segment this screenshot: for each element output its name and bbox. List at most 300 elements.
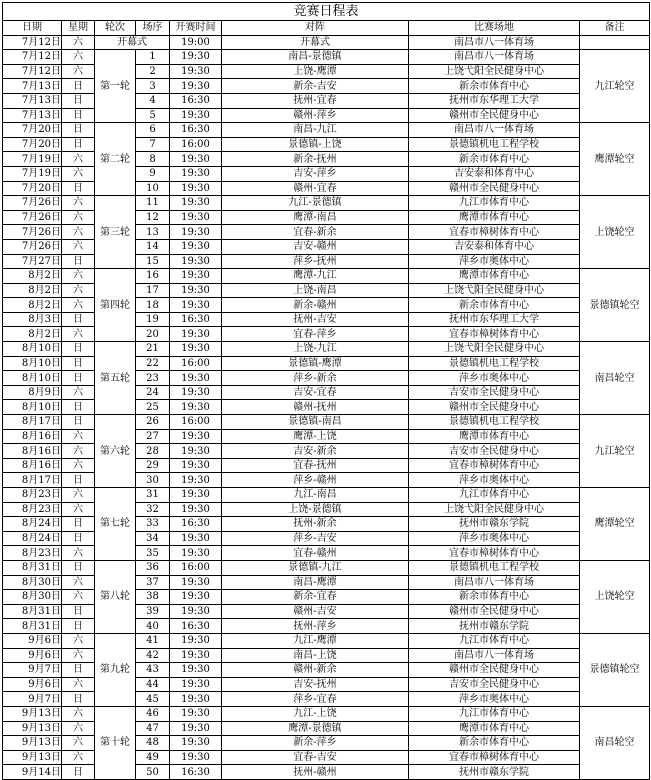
match-time: 19:30 <box>170 166 222 181</box>
match-time: 19:30 <box>170 648 222 663</box>
match-time: 16:30 <box>170 517 222 532</box>
match-venue: 上饶弋阳全民健身中心 <box>409 283 580 298</box>
match-date: 8月10日 <box>3 356 62 371</box>
match-date: 8月10日 <box>3 400 62 415</box>
match-date: 7月13日 <box>3 108 62 123</box>
match-venue: 吉安市全民健身中心 <box>409 444 580 459</box>
table-row <box>3 706 650 721</box>
match-venue: 南昌市八一体育场 <box>409 575 580 590</box>
match-venue: 赣州市全民健身中心 <box>409 181 580 196</box>
match-date: 7月27日 <box>3 254 62 269</box>
match-matchup: 鹰潭-景德镇 <box>222 721 409 736</box>
round-bye-note: 鹰潭轮空 <box>580 488 650 561</box>
match-weekday: 六 <box>62 210 95 225</box>
opening-matchup: 开幕式 <box>222 35 409 50</box>
match-time: 19:30 <box>170 342 222 357</box>
match-date: 8月2日 <box>3 269 62 284</box>
match-weekday: 六 <box>62 166 95 181</box>
match-number: 1 <box>136 50 170 65</box>
match-venue: 景德镇机电工程学校 <box>409 356 580 371</box>
match-matchup: 抚州-萍乡 <box>222 619 409 634</box>
match-matchup: 九江-鹰潭 <box>222 633 409 648</box>
match-weekday: 日 <box>62 619 95 634</box>
match-matchup: 萍乡-抚州 <box>222 254 409 269</box>
match-number: 46 <box>136 706 170 721</box>
header-round: 轮次 <box>95 21 136 36</box>
match-number: 45 <box>136 692 170 707</box>
match-time: 16:30 <box>170 765 222 780</box>
match-number: 48 <box>136 736 170 751</box>
match-weekday: 日 <box>62 531 95 546</box>
match-time: 19:30 <box>170 239 222 254</box>
match-venue: 吉安市全民健身中心 <box>409 385 580 400</box>
match-date: 7月19日 <box>3 166 62 181</box>
match-date: 7月13日 <box>3 79 62 94</box>
header-notes: 备注 <box>580 21 650 36</box>
match-venue: 赣州市全民健身中心 <box>409 663 580 678</box>
match-number: 21 <box>136 342 170 357</box>
match-matchup: 南昌-景德镇 <box>222 50 409 65</box>
match-weekday: 日 <box>62 473 95 488</box>
match-venue: 宜春市樟树体育中心 <box>409 546 580 561</box>
match-time: 19:30 <box>170 663 222 678</box>
round-bye-note: 九江轮空 <box>580 415 650 488</box>
match-number: 11 <box>136 196 170 211</box>
match-number: 9 <box>136 166 170 181</box>
match-weekday: 日 <box>62 181 95 196</box>
header-date: 日期 <box>3 21 62 36</box>
match-time: 16:00 <box>170 137 222 152</box>
match-weekday: 日 <box>62 400 95 415</box>
match-date: 9月13日 <box>3 736 62 751</box>
match-weekday: 六 <box>62 239 95 254</box>
match-venue: 鹰潭市体育中心 <box>409 210 580 225</box>
header-row <box>3 21 650 36</box>
match-date: 8月23日 <box>3 546 62 561</box>
match-date: 8月31日 <box>3 604 62 619</box>
match-matchup: 九江-景德镇 <box>222 196 409 211</box>
match-venue: 赣州市全民健身中心 <box>409 604 580 619</box>
match-number: 40 <box>136 619 170 634</box>
round-label: 第四轮 <box>95 269 136 342</box>
match-weekday: 日 <box>62 108 95 123</box>
match-matchup: 新余-赣州 <box>222 298 409 313</box>
match-venue: 萍乡市奥体中心 <box>409 371 580 386</box>
match-date: 8月31日 <box>3 560 62 575</box>
match-date: 8月30日 <box>3 590 62 605</box>
match-matchup: 景德镇-九江 <box>222 560 409 575</box>
match-time: 16:30 <box>170 123 222 138</box>
match-venue: 萍乡市奥体中心 <box>409 473 580 488</box>
opening-weekday: 六 <box>62 35 95 50</box>
round-bye-note: 上饶轮空 <box>580 560 650 633</box>
match-time: 19:30 <box>170 546 222 561</box>
match-venue: 抚州市赣东学院 <box>409 517 580 532</box>
table-row <box>3 415 650 430</box>
match-time: 19:30 <box>170 677 222 692</box>
match-number: 12 <box>136 210 170 225</box>
match-date: 8月3日 <box>3 312 62 327</box>
match-venue: 上饶弋阳全民健身中心 <box>409 502 580 517</box>
match-venue: 九江市体育中心 <box>409 196 580 211</box>
match-number: 22 <box>136 356 170 371</box>
match-number: 41 <box>136 633 170 648</box>
table-row <box>3 50 650 65</box>
match-weekday: 六 <box>62 575 95 590</box>
match-weekday: 六 <box>62 458 95 473</box>
match-weekday: 六 <box>62 298 95 313</box>
match-time: 19:30 <box>170 488 222 503</box>
match-date: 8月23日 <box>3 488 62 503</box>
match-time: 19:30 <box>170 692 222 707</box>
match-date: 8月17日 <box>3 473 62 488</box>
match-venue: 赣州市全民健身中心 <box>409 400 580 415</box>
match-time: 19:30 <box>170 750 222 765</box>
match-time: 19:30 <box>170 50 222 65</box>
match-time: 19:30 <box>170 458 222 473</box>
round-label: 第九轮 <box>95 633 136 706</box>
match-venue: 九江市体育中心 <box>409 706 580 721</box>
match-number: 17 <box>136 283 170 298</box>
match-date: 9月6日 <box>3 633 62 648</box>
match-venue: 萍乡市奥体中心 <box>409 531 580 546</box>
match-date: 8月2日 <box>3 283 62 298</box>
match-matchup: 鹰潭-九江 <box>222 269 409 284</box>
opening-date: 7月12日 <box>3 35 62 50</box>
table-row <box>3 196 650 211</box>
match-number: 33 <box>136 517 170 532</box>
match-time: 19:30 <box>170 210 222 225</box>
match-time: 19:30 <box>170 575 222 590</box>
round-bye-note: 景德镇轮空 <box>580 633 650 706</box>
match-matchup: 吉安-萍乡 <box>222 166 409 181</box>
match-date: 9月13日 <box>3 750 62 765</box>
match-weekday: 六 <box>62 269 95 284</box>
match-date: 9月13日 <box>3 721 62 736</box>
table-row <box>3 633 650 648</box>
match-matchup: 抚州-宜春 <box>222 93 409 108</box>
match-matchup: 抚州-新余 <box>222 517 409 532</box>
match-date: 7月26日 <box>3 210 62 225</box>
match-matchup: 上饶-九江 <box>222 342 409 357</box>
match-venue: 南昌市八一体育场 <box>409 648 580 663</box>
match-matchup: 萍乡-吉安 <box>222 531 409 546</box>
match-matchup: 景德镇-上饶 <box>222 137 409 152</box>
table-row <box>3 560 650 575</box>
match-weekday: 日 <box>62 93 95 108</box>
match-matchup: 赣州-吉安 <box>222 604 409 619</box>
match-date: 7月13日 <box>3 93 62 108</box>
match-weekday: 六 <box>62 327 95 342</box>
header-venue: 比赛场地 <box>409 21 580 36</box>
match-number: 27 <box>136 429 170 444</box>
match-number: 35 <box>136 546 170 561</box>
match-matchup: 上饶-鹰潭 <box>222 64 409 79</box>
match-matchup: 新余-宜春 <box>222 590 409 605</box>
match-date: 9月13日 <box>3 706 62 721</box>
match-weekday: 日 <box>62 79 95 94</box>
opening-venue: 南昌市八一体育场 <box>409 35 580 50</box>
match-weekday: 六 <box>62 502 95 517</box>
match-matchup: 南昌-鹰潭 <box>222 575 409 590</box>
match-date: 8月24日 <box>3 517 62 532</box>
match-time: 16:00 <box>170 356 222 371</box>
match-number: 20 <box>136 327 170 342</box>
round-label: 第一轮 <box>95 50 136 123</box>
match-date: 8月17日 <box>3 415 62 430</box>
match-number: 6 <box>136 123 170 138</box>
match-venue: 宜春市樟树体育中心 <box>409 327 580 342</box>
match-matchup: 宜春-赣州 <box>222 546 409 561</box>
match-time: 19:30 <box>170 283 222 298</box>
match-number: 34 <box>136 531 170 546</box>
match-number: 50 <box>136 765 170 780</box>
match-date: 8月9日 <box>3 385 62 400</box>
match-venue: 新余市体育中心 <box>409 79 580 94</box>
round-bye-note: 鹰潭轮空 <box>580 123 650 196</box>
table-row <box>3 123 650 138</box>
match-weekday: 六 <box>62 50 95 65</box>
match-weekday: 日 <box>62 517 95 532</box>
match-date: 7月20日 <box>3 123 62 138</box>
match-matchup: 新余-萍乡 <box>222 736 409 751</box>
match-time: 19:30 <box>170 531 222 546</box>
header-weekday: 星期 <box>62 21 95 36</box>
match-weekday: 六 <box>62 196 95 211</box>
match-weekday: 日 <box>62 123 95 138</box>
match-time: 16:00 <box>170 415 222 430</box>
match-venue: 赣州市全民健身中心 <box>409 108 580 123</box>
match-date: 7月26日 <box>3 225 62 240</box>
match-number: 2 <box>136 64 170 79</box>
match-date: 9月6日 <box>3 648 62 663</box>
round-bye-note: 上饶轮空 <box>580 196 650 269</box>
match-number: 36 <box>136 560 170 575</box>
match-date: 7月20日 <box>3 137 62 152</box>
match-weekday: 六 <box>62 648 95 663</box>
opening-time: 19:00 <box>170 35 222 50</box>
match-time: 19:30 <box>170 269 222 284</box>
match-venue: 新余市体育中心 <box>409 736 580 751</box>
match-venue: 新余市体育中心 <box>409 590 580 605</box>
match-time: 19:30 <box>170 385 222 400</box>
match-weekday: 日 <box>62 604 95 619</box>
match-weekday: 六 <box>62 444 95 459</box>
match-time: 19:30 <box>170 79 222 94</box>
match-venue: 抚州市赣东学院 <box>409 619 580 634</box>
match-number: 28 <box>136 444 170 459</box>
match-number: 25 <box>136 400 170 415</box>
match-time: 19:30 <box>170 706 222 721</box>
match-number: 16 <box>136 269 170 284</box>
match-venue: 萍乡市奥体中心 <box>409 254 580 269</box>
match-matchup: 南昌-上饶 <box>222 648 409 663</box>
match-venue: 南昌市八一体育场 <box>409 50 580 65</box>
match-venue: 鹰潭市体育中心 <box>409 269 580 284</box>
match-number: 5 <box>136 108 170 123</box>
match-venue: 景德镇机电工程学校 <box>409 415 580 430</box>
match-number: 43 <box>136 663 170 678</box>
table-row <box>3 269 650 284</box>
match-matchup: 宜春-吉安 <box>222 750 409 765</box>
match-time: 16:30 <box>170 93 222 108</box>
match-number: 10 <box>136 181 170 196</box>
match-weekday: 六 <box>62 633 95 648</box>
match-date: 8月2日 <box>3 327 62 342</box>
match-number: 24 <box>136 385 170 400</box>
match-date: 7月12日 <box>3 64 62 79</box>
round-label: 第三轮 <box>95 196 136 269</box>
opening-row <box>3 35 650 50</box>
match-matchup: 抚州-赣州 <box>222 765 409 780</box>
match-number: 13 <box>136 225 170 240</box>
match-number: 15 <box>136 254 170 269</box>
table-row <box>3 488 650 503</box>
match-matchup: 宜春-抚州 <box>222 458 409 473</box>
match-venue: 宜春市樟树体育中心 <box>409 458 580 473</box>
match-venue: 九江市体育中心 <box>409 633 580 648</box>
match-weekday: 日 <box>62 560 95 575</box>
match-number: 19 <box>136 312 170 327</box>
match-time: 19:30 <box>170 181 222 196</box>
match-date: 8月31日 <box>3 619 62 634</box>
match-time: 19:30 <box>170 590 222 605</box>
match-weekday: 六 <box>62 152 95 167</box>
match-weekday: 六 <box>62 721 95 736</box>
match-venue: 吉安泰和体育中心 <box>409 239 580 254</box>
match-date: 8月16日 <box>3 458 62 473</box>
match-time: 19:30 <box>170 400 222 415</box>
round-bye-note: 景德镇轮空 <box>580 269 650 342</box>
match-date: 7月19日 <box>3 152 62 167</box>
match-time: 16:30 <box>170 312 222 327</box>
match-date: 8月16日 <box>3 429 62 444</box>
match-date: 8月24日 <box>3 531 62 546</box>
round-label: 第八轮 <box>95 560 136 633</box>
match-date: 7月12日 <box>3 50 62 65</box>
match-matchup: 上饶-南昌 <box>222 283 409 298</box>
match-number: 23 <box>136 371 170 386</box>
match-matchup: 鹰潭-上饶 <box>222 429 409 444</box>
match-number: 18 <box>136 298 170 313</box>
match-date: 7月26日 <box>3 196 62 211</box>
match-weekday: 六 <box>62 546 95 561</box>
match-venue: 新余市体育中心 <box>409 152 580 167</box>
match-matchup: 抚州-吉安 <box>222 312 409 327</box>
match-date: 7月20日 <box>3 181 62 196</box>
match-weekday: 日 <box>62 692 95 707</box>
round-bye-note: 南昌轮空 <box>580 706 650 779</box>
match-weekday: 日 <box>62 356 95 371</box>
match-number: 37 <box>136 575 170 590</box>
match-matchup: 上饶-景德镇 <box>222 502 409 517</box>
match-number: 42 <box>136 648 170 663</box>
match-weekday: 六 <box>62 225 95 240</box>
match-number: 26 <box>136 415 170 430</box>
match-matchup: 吉安-抚州 <box>222 677 409 692</box>
match-matchup: 赣州-抚州 <box>222 400 409 415</box>
match-time: 16:00 <box>170 560 222 575</box>
match-date: 9月6日 <box>3 677 62 692</box>
match-weekday: 日 <box>62 765 95 780</box>
table-title: 竞赛日程表 <box>3 3 650 21</box>
match-number: 29 <box>136 458 170 473</box>
round-label: 第五轮 <box>95 342 136 415</box>
match-matchup: 新余-抚州 <box>222 152 409 167</box>
header-matchup: 对阵 <box>222 21 409 36</box>
match-time: 19:30 <box>170 721 222 736</box>
match-date: 8月30日 <box>3 575 62 590</box>
match-date: 7月26日 <box>3 239 62 254</box>
match-weekday: 六 <box>62 429 95 444</box>
match-matchup: 吉安-赣州 <box>222 239 409 254</box>
match-time: 19:30 <box>170 254 222 269</box>
match-matchup: 萍乡-新余 <box>222 371 409 386</box>
match-number: 39 <box>136 604 170 619</box>
match-matchup: 景德镇-鹰潭 <box>222 356 409 371</box>
match-matchup: 宜春-新余 <box>222 225 409 240</box>
match-weekday: 六 <box>62 64 95 79</box>
schedule-table <box>2 2 650 780</box>
match-time: 19:30 <box>170 444 222 459</box>
match-venue: 鹰潭市体育中心 <box>409 721 580 736</box>
match-weekday: 日 <box>62 663 95 678</box>
round-bye-note: 南昌轮空 <box>580 342 650 415</box>
match-time: 19:30 <box>170 736 222 751</box>
match-venue: 萍乡市奥体中心 <box>409 692 580 707</box>
match-date: 8月10日 <box>3 371 62 386</box>
match-venue: 抚州市东华理工大学 <box>409 93 580 108</box>
match-time: 19:30 <box>170 371 222 386</box>
match-date: 9月14日 <box>3 765 62 780</box>
match-venue: 抚州市东华理工大学 <box>409 312 580 327</box>
match-venue: 抚州市赣东学院 <box>409 765 580 780</box>
match-matchup: 九江-南昌 <box>222 488 409 503</box>
title-row <box>3 3 650 21</box>
match-time: 19:30 <box>170 633 222 648</box>
match-venue: 吉安泰和体育中心 <box>409 166 580 181</box>
match-weekday: 日 <box>62 254 95 269</box>
match-number: 14 <box>136 239 170 254</box>
round-label: 第二轮 <box>95 123 136 196</box>
match-weekday: 日 <box>62 371 95 386</box>
match-number: 44 <box>136 677 170 692</box>
match-venue: 九江市体育中心 <box>409 488 580 503</box>
match-number: 38 <box>136 590 170 605</box>
match-matchup: 吉安-宜春 <box>222 385 409 400</box>
match-date: 8月23日 <box>3 502 62 517</box>
match-venue: 南昌市八一体育场 <box>409 123 580 138</box>
match-matchup: 鹰潭-南昌 <box>222 210 409 225</box>
round-label: 第七轮 <box>95 488 136 561</box>
match-weekday: 六 <box>62 385 95 400</box>
match-matchup: 南昌-九江 <box>222 123 409 138</box>
match-date: 8月16日 <box>3 444 62 459</box>
match-number: 8 <box>136 152 170 167</box>
match-weekday: 日 <box>62 415 95 430</box>
match-venue: 宜春市樟树体育中心 <box>409 750 580 765</box>
match-time: 19:30 <box>170 502 222 517</box>
round-label: 第十轮 <box>95 706 136 779</box>
match-weekday: 日 <box>62 137 95 152</box>
match-time: 19:30 <box>170 108 222 123</box>
match-time: 19:30 <box>170 64 222 79</box>
match-number: 7 <box>136 137 170 152</box>
table-row <box>3 342 650 357</box>
match-weekday: 日 <box>62 312 95 327</box>
match-weekday: 六 <box>62 706 95 721</box>
match-matchup: 萍乡-赣州 <box>222 473 409 488</box>
